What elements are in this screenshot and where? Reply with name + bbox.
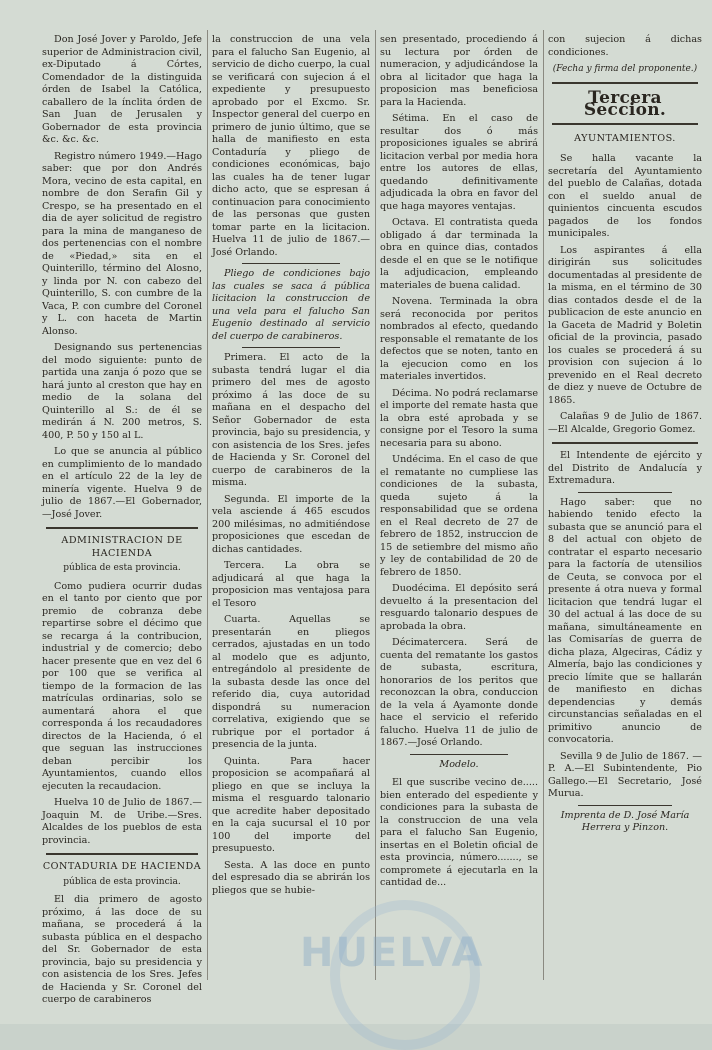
section-rule <box>242 263 340 264</box>
ayuntamiento-notice: Los aspirantes á ella dirigirán sus solicitudes documentadas al presidente de la misma, en el término de 30 dias contados desde el de la publicacion de este anuncio en la Gaceta de Madrid y Boletin oficial de la provincia, pasado los cuales se procederá á su provision con sujecion á lo prevenido en el Real decreto de diez y nueve de Octubre de 1865. <box>548 244 702 406</box>
section-rule <box>578 492 672 493</box>
section-rule <box>410 754 508 755</box>
watermark-text: HUELVA <box>300 930 485 976</box>
condition-paragraph: Segunda. El importe de la vela asciende á 465 escudos 200 milésimas, no admitiéndose proposiciones que escedan de dichas cantidades. <box>212 493 370 555</box>
section-rule <box>46 853 198 855</box>
condition-paragraph: sen presentado, procediendo á su lectura por órden de numeracion, y adjudicándose la obra al licitador que haga la proposicion mas beneficiosa para la Hacienda. <box>380 34 538 108</box>
section-rule <box>552 442 698 444</box>
modelo-ending: con sujecion á dichas condiciones. <box>548 34 702 58</box>
section-heading: CONTADURIA DE HACIENDA <box>42 861 202 872</box>
contaduria-notice: El dia primero de agosto próximo, á las doce de su mañana, se procederá á la subasta pública en el despacho del Sr. Gobernador de esta provincia, bajo su presidencia y con asistencia de los Sres. Jefes de Hacienda y Sr. Coronel del cuerpo de carabineros <box>42 894 202 1005</box>
ayuntamiento-signature: Calañas 9 de Julio de 1867.—El Alcalde, Gregorio Gomez. <box>548 411 702 435</box>
condition-paragraph: Cuarta. Aquellas se presentarán en pliegos cerrados, ajustadas en un todo al modelo que es adjunto, entregándolo al presidente de la subasta desde las once del referido dia, cuya autoridad dispondrá su numeracion correlativa, exigiendo que se rubrique por el portador á presencia de la junta. <box>212 614 370 750</box>
column-divider <box>207 30 208 980</box>
section-rule <box>46 527 198 529</box>
mining-boundaries: Designando sus pertenencias del modo siguiente: punto de partida una zanja ó pozo que se hará junto al creston que hay en medio de la solana del Quinterillo al S.: de él se medirán á N. 200 metros, S. 400, P. 50 y 150 al L. <box>42 342 202 441</box>
mining-registry-notice: Registro número 1949.—Hago saber: que por don Andrés Mora, vecino de esta capital, en nombre de don Serafin Gil y Crespo, se ha presentado en el dia de ayer solicitud de registro para la mina de manganeso de dos pertenencias con el nombre de «Piedad,» sita en el Quinterillo, término del Alosno, y linda por N. con cabezo del Quinterillo, S. con cumbre de la Vaca, P. con cumbre del Coronel y L. con haceta de Martin Alonso. <box>42 150 202 337</box>
governor-title: Don José Jover y Paroldo, Jefe superior de Administracion civil, ex-Diputado á Córtes, Comendador de la distinguida órden de Isabel la Católica, caballero de la ínclita órden de San Juan de Jerusalen y Gobernador de esta provincia &c. &c. &c. <box>42 34 202 145</box>
condition-paragraph: Undécima. En el caso de que el rematante no cumpliese las condiciones de la subasta, queda sujeto á la responsabilidad que se ordena en el Real decreto de 27 de febrero de 1852, instruccion de 15 de setiembre del mismo año y ley de contabilidad de 20 de febrero de 1850. <box>380 454 538 578</box>
condition-paragraph: Sétima. En el caso de resultar dos ó más proposiciones iguales se abrirá licitacion verbal por media hora entre los autores de ellas, quedando definitivamente adjudicada la obra en favor del que haga mayores ventajas. <box>380 113 538 212</box>
condition-paragraph: Octava. El contratista queda obligado á dar terminada la obra en quince dias, contados desde el en que se le notifique la adjudicacion, empleando materiales de buena calidad. <box>380 217 538 291</box>
intendente-signature: Sevilla 9 de Julio de 1867. —P. A.—El Subintendente, Pio Gallego.—El Secretario, José Murua. <box>548 750 702 799</box>
column-3 <box>380 34 538 984</box>
section-heading: ADMINISTRACION DE HACIENDA <box>61 535 183 559</box>
section-rule <box>552 123 698 125</box>
section-subheading: pública de esta provincia. <box>63 563 181 573</box>
column-4 <box>548 34 702 934</box>
hacienda-signature: Huelva 10 de Julio de 1867.—Joaquin M. de Uribe.—Sres. Alcaldes de los pueblos de esta provincia. <box>42 797 202 846</box>
condition-paragraph: Sesta. A las doce en punto del espresado dia se abrirán los pliegos que se hubie- <box>212 859 370 896</box>
condition-paragraph: Primera. El acto de la subasta tendrá lugar el dia primero del mes de agosto próximo á las doce de su mañana en el despacho del Señor Gobernador de esta provincia, bajo su presidencia, y con asistencia de los Sres. jefes de Hacienda y Sr. Coronel del cuerpo de carabineros de la misma. <box>212 352 370 488</box>
section-title: Tercera Seccion. <box>583 87 667 120</box>
intendente-notice: Hago saber: que no habiendo tenido efecto la subasta que se anunció para el 8 del actual con objeto de contratar el esparto necesario para la factoría de utensilios de Ceuta, se convoca por el presente á otra nueva y formal licitacion que tendrá lugar el 30 del actual á las doce de su mañana, simultáneamente en las Comisarías de guerra de dicha plaza, Algeciras, Cádiz y Almería, bajo las condiciones y precio límite que se hallarán de manifiesto en dichas dependencias y demás circunstancias señaladas en el primitivo anuncio de convocatoria. <box>548 496 702 745</box>
mining-announcement: Lo que se anuncia al público en cumplimiento de lo mandado en el artículo 22 de la ley de minería vigente. Huelva 9 de julio de 1867.—El Gobernador, —José Jover. <box>42 446 202 520</box>
section-rule <box>552 82 698 84</box>
section-heading: AYUNTAMIENTOS. <box>574 132 676 144</box>
section-subheading: pública de esta provincia. <box>63 876 181 887</box>
column-2 <box>212 34 370 984</box>
condition-paragraph: Décima. No podrá reclamarse el importe del remate hasta que la obra esté aprobada y se consigne por el Tesoro la suma necesaria para su abono. <box>380 387 538 449</box>
pliego-title: Pliego de condiciones bajo las cuales se saca á pública licitacion la construccion de una vela para el falucho San Eugenio destinado al servicio del cuerpo de carabineros. <box>212 268 370 342</box>
column-1 <box>42 34 202 1005</box>
intendente-heading: El Intendente de ejército y del Distrito de Andalucía y Extremadura. <box>548 450 702 486</box>
condition-paragraph: Novena. Terminada la obra será reconocida por peritos nombrados al efecto, quedando responsable el rematante de los defectos que se noten, tanto en la ejecucion como en los materiales invertidos. <box>380 296 538 382</box>
modelo-paragraph: El que suscribe vecino de..... bien enterado del espediente y condiciones para la subasta de la construccion de una vela para el falucho San Eugenio, insertas en el Boletin oficial de esta provincia, número......., se compromete á ejecutarla en la cantidad de... <box>380 777 538 888</box>
column-divider <box>543 30 544 980</box>
column-divider <box>375 30 376 980</box>
signature-note: (Fecha y firma del proponente.) <box>552 64 698 74</box>
vela-notice: la construccion de una vela para el falucho San Eugenio, al servicio de dicho cuerpo, la cual se verificará con sujecion á el expediente y presupuesto aprobado por el Excmo. Sr. Inspector general del cuerpo en primero de junio último, que se halla de manifiesto en esta Contaduría y pliego de condiciones económicas, bajo las cuales ha de tener lugar dicho acto, que se espresan á continuacion para conocimiento de las personas que gusten tomar parte en la licitacion. Huelva 11 de julio de 1867.—José Orlando. <box>212 34 370 258</box>
condition-paragraph: Tercera. La obra se adjudicará al que haga la proposicion mas ventajosa para el Tesoro <box>212 560 370 609</box>
section-rule <box>242 347 340 348</box>
printer-imprint: Imprenta de D. José María Herrera y Pinzon. <box>560 809 690 833</box>
condition-paragraph: Quinta. Para hacer proposicion se acompañará al pliego en que se incluya la misma el resguardo talonario que acredite haber depositado en la caja sucursal el 10 por 100 del importe del presupuesto. <box>212 755 370 854</box>
condition-paragraph: Duodécima. El depósito será devuelto á la presentacion del resguardo talonario despues de aprobada la obra. <box>380 583 538 632</box>
modelo-heading: Modelo. <box>439 758 479 770</box>
condition-paragraph: Décimatercera. Será de cuenta del rematante los gastos de subasta, escritura, honorarios de los peritos que reconozcan la obra, conduccion de la vela á Ayamonte donde hace el servicio el referido falucho. Huelva 11 de julio de 1867.—José Orlando. <box>380 637 538 748</box>
section-rule <box>578 805 672 806</box>
ayuntamiento-notice: Se halla vacante la secretaría del Ayuntamiento del pueblo de Calañas, dotada con el sueldo anual de quinientos cincuenta escudos pagados de los fondos municipales. <box>548 153 702 239</box>
hacienda-notice: Como pudiera ocurrir dudas en el tanto por ciento que por premio de cobranza debe repartirse sobre el décimo que se recarga á la contribucion, industrial y de comercio; debo hacer presente que en vez del 6 por 100 que se verifica al tiempo de la formacion de las matrículas ordinarias, solo se aumentará ahora el que corresponda á los recaudadores directos de la Hacienda, ó el que seguan las instrucciones deban percibir los Ayuntamientos, cuando ellos ejecuten la recaudacion. <box>42 580 202 792</box>
